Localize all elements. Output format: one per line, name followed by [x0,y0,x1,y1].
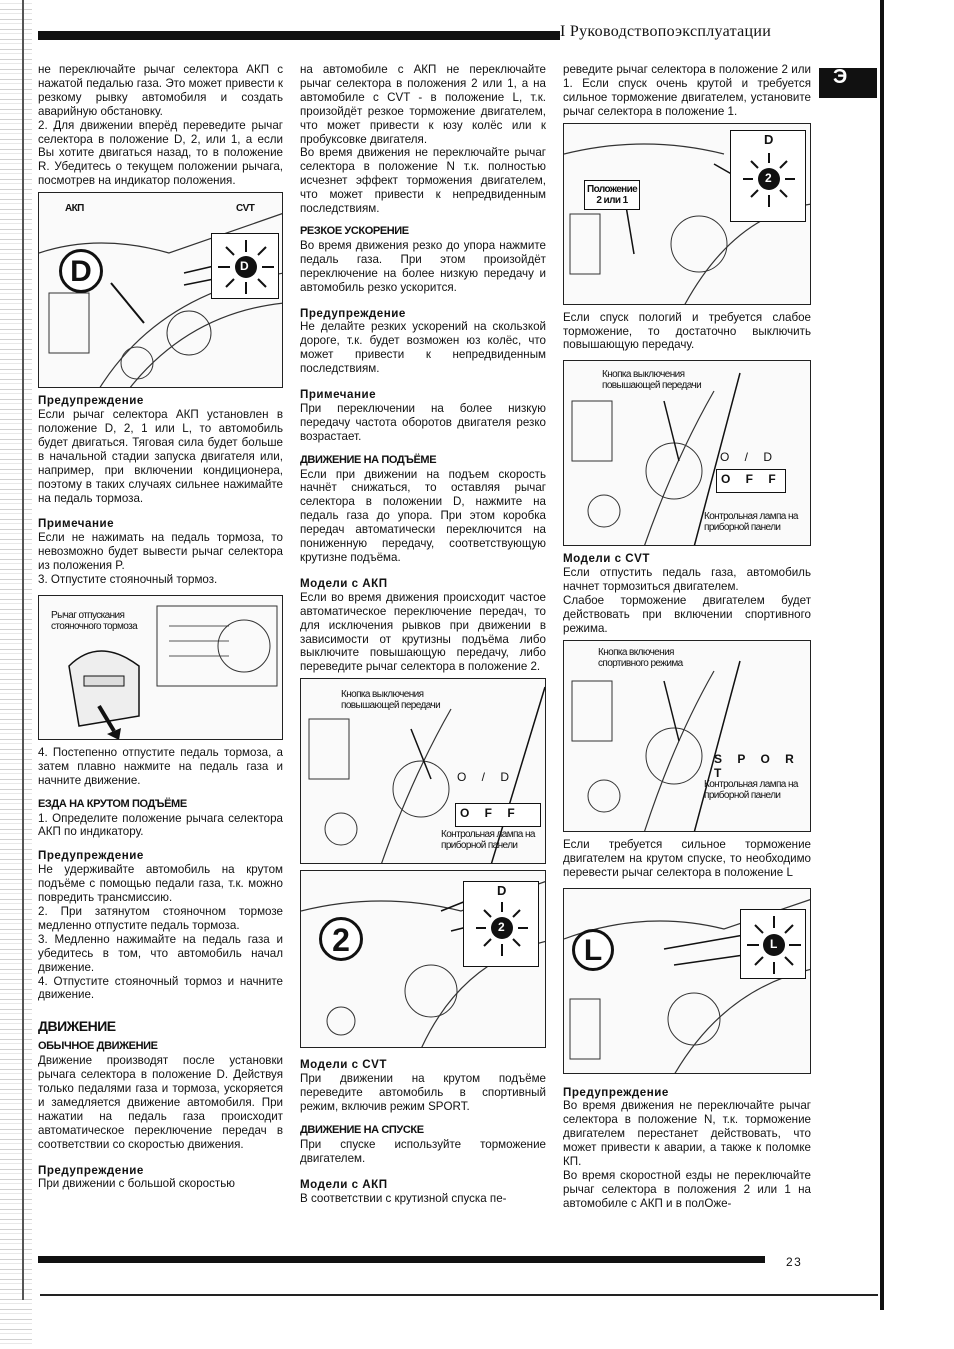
paragraph: При движении на крутом подъёме переведите автомобиль в спортивный режим, включив режим SPORT. [300,1072,546,1113]
paragraph: реведите рычаг селектора в положение 2 или 1. Если спуск очень крутой и требуется сильное торможение двигателем, установите рычаг селектора в положение 1. [563,63,811,118]
paragraph: Во время движения резко до упора нажмите педаль газа. При этом произойдёт переключение на более низкую передачу и автомобиль резко ускорится. [300,238,546,294]
label-parking-lever: Рычаг отпускания стояночного тормоза [51,609,138,632]
note-title: Примечание [38,517,115,531]
indicator-d-top: D [497,883,507,899]
label-od-button: Кнопка выключения повышающей передачи [602,369,702,392]
warning-title: Предупреждение [563,1085,669,1099]
paragraph: Если при движении на подъем скорость начнёт снижаться, то оставляя рычаг селектора в положении D, нажмите на педаль газа до упора. При этом коробка передач автоматически переключится на пониженную передачу, соответствующую крутизне подъёма. [300,467,546,564]
subsection-title-akp: Модели с АКП [300,1177,388,1191]
paragraph: 2. Для движении вперёд переведите рычаг селектора в положение D, 2, или 1, а если Вы хотите двигаться назад, то в положение R. Убедитесь о текущем положении рычага, посмотрев на индикатор положения. [38,118,283,188]
label-sport-button: Кнопка включения спортивного режима [598,646,683,669]
paragraph: 3. Медленно нажимайте на педаль газа и убедитесь в том, что автомобиль начал движение. [38,932,283,974]
paragraph: Если спуск пологий и требуется слабое торможение, то достаточно выключить повышающую передачу. [563,310,811,352]
subsection-title-akp: Модели с АКП [300,576,388,590]
indicator-d-small: D [240,259,249,274]
od-text: O / D [457,770,516,785]
paragraph: Если отпустить педаль газа, автомобиль начнет тормозиться двигателем. [563,566,811,594]
paragraph: При спуске используйте торможение двигателем. [300,1137,546,1165]
paragraph: 4. Отпустите стояночный тормоз и начните движение. [38,974,283,1002]
paragraph: 1. Определите положение рычага селектора АКП по индикатору. [38,811,283,839]
paragraph: При переключении на более низкую передачу частота оборотов двигателя резко возрастает. [300,401,546,443]
indicator-l-large: L [572,929,614,971]
paragraph: Слабое торможение двигателем будет действовать при включении спортивного режима. [563,594,811,635]
section-title-steep: ЕЗДА НА КРУТОМ ПОДЪЁМЕ [38,797,187,810]
subsection-title-cvt: Модели с CVT [563,552,650,566]
label-lamp: Контрольная лампа на приборной панели [704,778,798,801]
off-indicator: O F F [716,469,786,493]
paragraph: Если не нажимать на педаль тормоза, то невозможно будет вывести рычаг селектора из положения P. [38,531,283,573]
section-title-drive: ДВИЖЕНИЕ [38,1018,116,1035]
position-label-box: Положение 2 или 1 [584,180,640,210]
figure-od-off-2 [563,360,811,546]
paragraph: Если требуется сильное торможение двигателем на крутом спуске, то необходимо перевести рычаг селектора в положение L [563,837,811,879]
section-title-normal: ОБЫЧНОЕ ДВИЖЕНИЕ [38,1040,158,1053]
column-3 [563,63,811,1211]
sport-indicator: S P O R T [714,751,800,780]
paragraph: В соответствии с крутизной спуска пе- [300,1191,507,1205]
paragraph: Во время движения не переключайте рычаг селектора в положение N, т.к. торможение двигателем перестанет действовать, что может привести к аварии, а также к поломке КП. [563,1099,811,1169]
indicator-box [730,130,806,222]
indicator-d-large: D [59,249,103,293]
column-1 [38,63,283,1191]
column-2 [300,63,546,1205]
header-rule [38,31,560,40]
warning-title: Предупреждение [38,394,144,408]
indicator-2-large: 2 [319,917,363,961]
paragraph: на автомобиле с АКП не переключайте рычаг селектора в положения 2 или 1, а на автомобиле с CVT - в положение L, т.к. произойдёт резкое торможение двигателем, что может привести к юзу колёс или к пробуксовке двигателя. [300,63,546,146]
figure-sport [563,640,811,832]
warning-title: Предупреждение [38,1163,144,1177]
od-text: O / D [720,450,779,465]
paragraph: Не удерживайте автомобиль на крутом подъёме с помощью педали газа, т.к. можно повредить трансмиссию. [38,863,283,905]
paragraph: 2. При затянутом стояночном тормозе медленно отпустите педаль тормоза. [38,905,283,932]
section-title-accel: РЕЗКОЕ УСКОРЕНИЕ [300,224,409,237]
section-title-uphill: ДВИЖЕНИЕ НА ПОДЪЁМЕ [300,453,437,466]
paragraph: Во время движения не переключайте рычаг селектора в положение N т.к. полностью исчезнет эффект торможения двигателем, что может привести к непредвиденным последствиям. [300,146,546,216]
figure-selector-d [38,192,283,388]
indicator-l-small: L [770,936,778,951]
paragraph: 4. Постепенно отпустите педаль тормоза, а затем плавно нажмите на педаль газа и начните движение. [38,745,283,787]
paragraph: Во время скоростной езды не переключайте рычаг селектора в положения 2 или 1 на автомобиле с АКП и в полОже- [563,1168,811,1210]
page-title: I Руководствопоэксплуатации [560,23,772,40]
illustration-sport-button [564,641,811,832]
indicator-box [463,881,539,967]
paragraph: Не делайте резких ускорений на скользкой дороге, т.к. будет возможен юз колёс, что может привести к непредвиденным последствиям. [300,320,546,376]
indicator-box-cvt [211,233,279,299]
subsection-title-cvt: Модели с CVT [300,1058,387,1072]
section-tab: Э [819,68,877,98]
figure-selector-l [563,888,811,1074]
figure-od-off [300,678,546,864]
warning-title: Предупреждение [38,849,144,863]
off-indicator: O F F [455,803,541,827]
label-cvt: CVT [236,203,255,215]
indicator-2-small: 2 [498,920,505,935]
footer-rule-2 [40,1294,878,1296]
figure-parking-brake [38,595,283,740]
section-title-downhill: ДВИЖЕНИЕ НА СПУСКЕ [300,1123,424,1136]
label-lamp: Контрольная лампа на приборной панели [704,511,798,534]
paragraph: При движении с большой скоростью [38,1177,235,1191]
paragraph: Если во время движения происходит частое автоматическое переключение передач, то для исключения рывков при движении в зависимости от крутизны подъёма либо выключите повышающую передачу, либо переведите рычаг селектора в положение 2. [300,590,546,674]
footer-rule [38,1256,765,1263]
paragraph: Движение производят после установки рычага селектора в положение D. Действуя только педалями газа и тормоза, ускоряется и замедляется движение автомобиля. При нажатии на педаль газа происходит автоматическое переключение передач в соответствии со скоростью движения. [38,1054,283,1151]
figure-selector-2 [300,870,546,1048]
paragraph: Если рычаг селектора АКП установлен в положение D, 2, 1 или L, то автомобиль будет двигаться. Тяговая сила будет больше в начальной стадии запуска двигателя или, например, при включении кондиционера, поэтому в таких случаях сильнее нажимайте на педаль тормоза. [38,408,283,505]
page-number: 23 [786,1255,803,1269]
scan-edge-left [0,0,32,1349]
paragraph: 3. Отпустите стояночный тормоз. [38,573,218,587]
warning-title: Предупреждение [300,306,406,320]
note-title: Примечание [300,388,377,402]
label-lamp: Контрольная лампа на приборной панели [441,829,535,852]
indicator-box [740,909,806,979]
figure-position-2-1 [563,123,811,305]
label-akp: АКП [65,203,84,215]
paragraph: не переключайте рычаг селектора АКП с нажатой педалью газа. Это может привести к резкому рывку автомобиля и создать аварийную обстановку. [38,63,283,118]
scan-edge-right [880,0,884,1310]
label-od-button: Кнопка выключения повышающей передачи [341,689,441,712]
indicator-2-small: 2 [765,170,772,185]
indicator-d-top: D [764,131,774,147]
